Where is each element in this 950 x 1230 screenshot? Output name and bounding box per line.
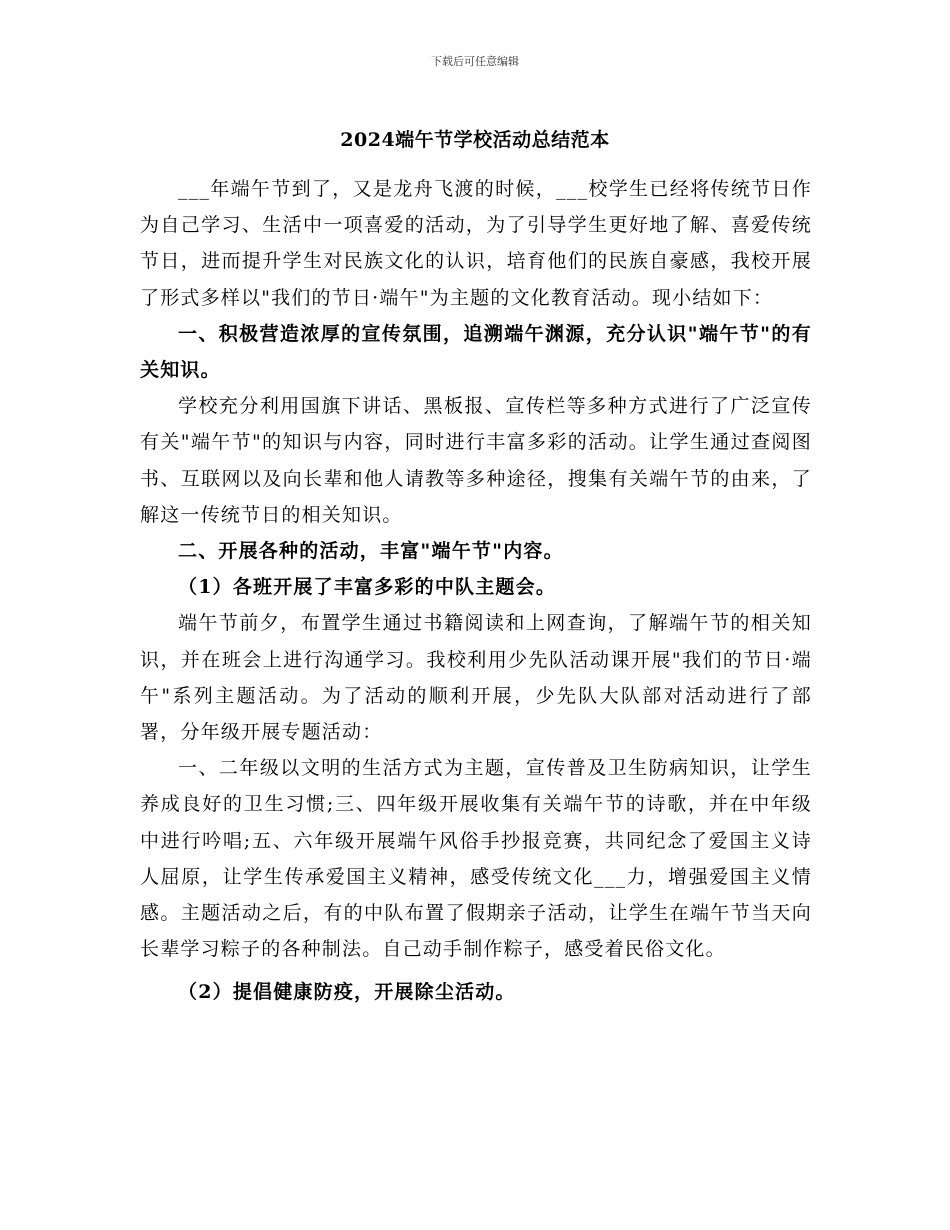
- document-title: 2024端午节学校活动总结范本: [340, 129, 610, 151]
- subsection-1-paragraph-2: 一、二年级以文明的生活方式为主题，宣传普及卫生防病知识，让学生养成良好的卫生习惯;三、四年级开展收集有关端午节的诗歌，并在中年级中进行吟唱;五、六年级开展端午风俗手抄报竞赛，共同纪念了爱国主义诗人屈原，让学生传承爱国主义精神，感受传统文化___力，增强爱国主义情感。主题活动之后，有的中队布置了假期亲子活动，让学生在端午节当天向长辈学习粽子的各种制法。自己动手制作粽子，感受着民俗文化。: [140, 757, 812, 961]
- section-heading-1: 一、积极营造浓厚的宣传氛围，追溯端午渊源，充分认识"端午节"的有关知识。: [140, 322, 812, 382]
- intro-paragraph: ___年端午节到了，又是龙舟飞渡的时候，___校学生已经将传统节日作为自己学习、生活中一项喜爱的活动，为了引导学生更好地了解、喜爱传统节日，进而提升学生对民族文化的认识，培育他们的民族自豪感，我校开展了形式多样以"我们的节日·端午"为主题的文化教育活动。现小结如下：: [140, 178, 812, 309]
- section-heading-2: 二、开展各种的活动，丰富"端午节"内容。: [178, 540, 564, 563]
- page-header-note: 下载后可任意编辑: [431, 55, 519, 68]
- subsection-1-paragraph-1: 端午节前夕，布置学生通过书籍阅读和上网查询，了解端午节的相关知识，并在班会上进行沟通学习。我校利用少先队活动课开展"我们的节日·端午"系列主题活动。为了活动的顺利开展，少先队大队部对活动进行了部署，分年级开展专题活动：: [140, 612, 812, 744]
- subsection-heading-2: （2）提倡健康防疫，开展除尘活动。: [178, 981, 516, 1004]
- document-body: [140, 171, 812, 1011]
- subsection-heading-1: （1）各班开展了丰富多彩的中队主题会。: [178, 576, 557, 599]
- section-1-paragraph: 学校充分利用国旗下讲话、黑板报、宣传栏等多种方式进行了广泛宣传有关"端午节"的知识与内容，同时进行丰富多彩的活动。让学生通过查阅图书、互联网以及向长辈和他人请教等多种途径，搜集有关端午节的由来，了解这一传统节日的相关知识。: [140, 395, 812, 526]
